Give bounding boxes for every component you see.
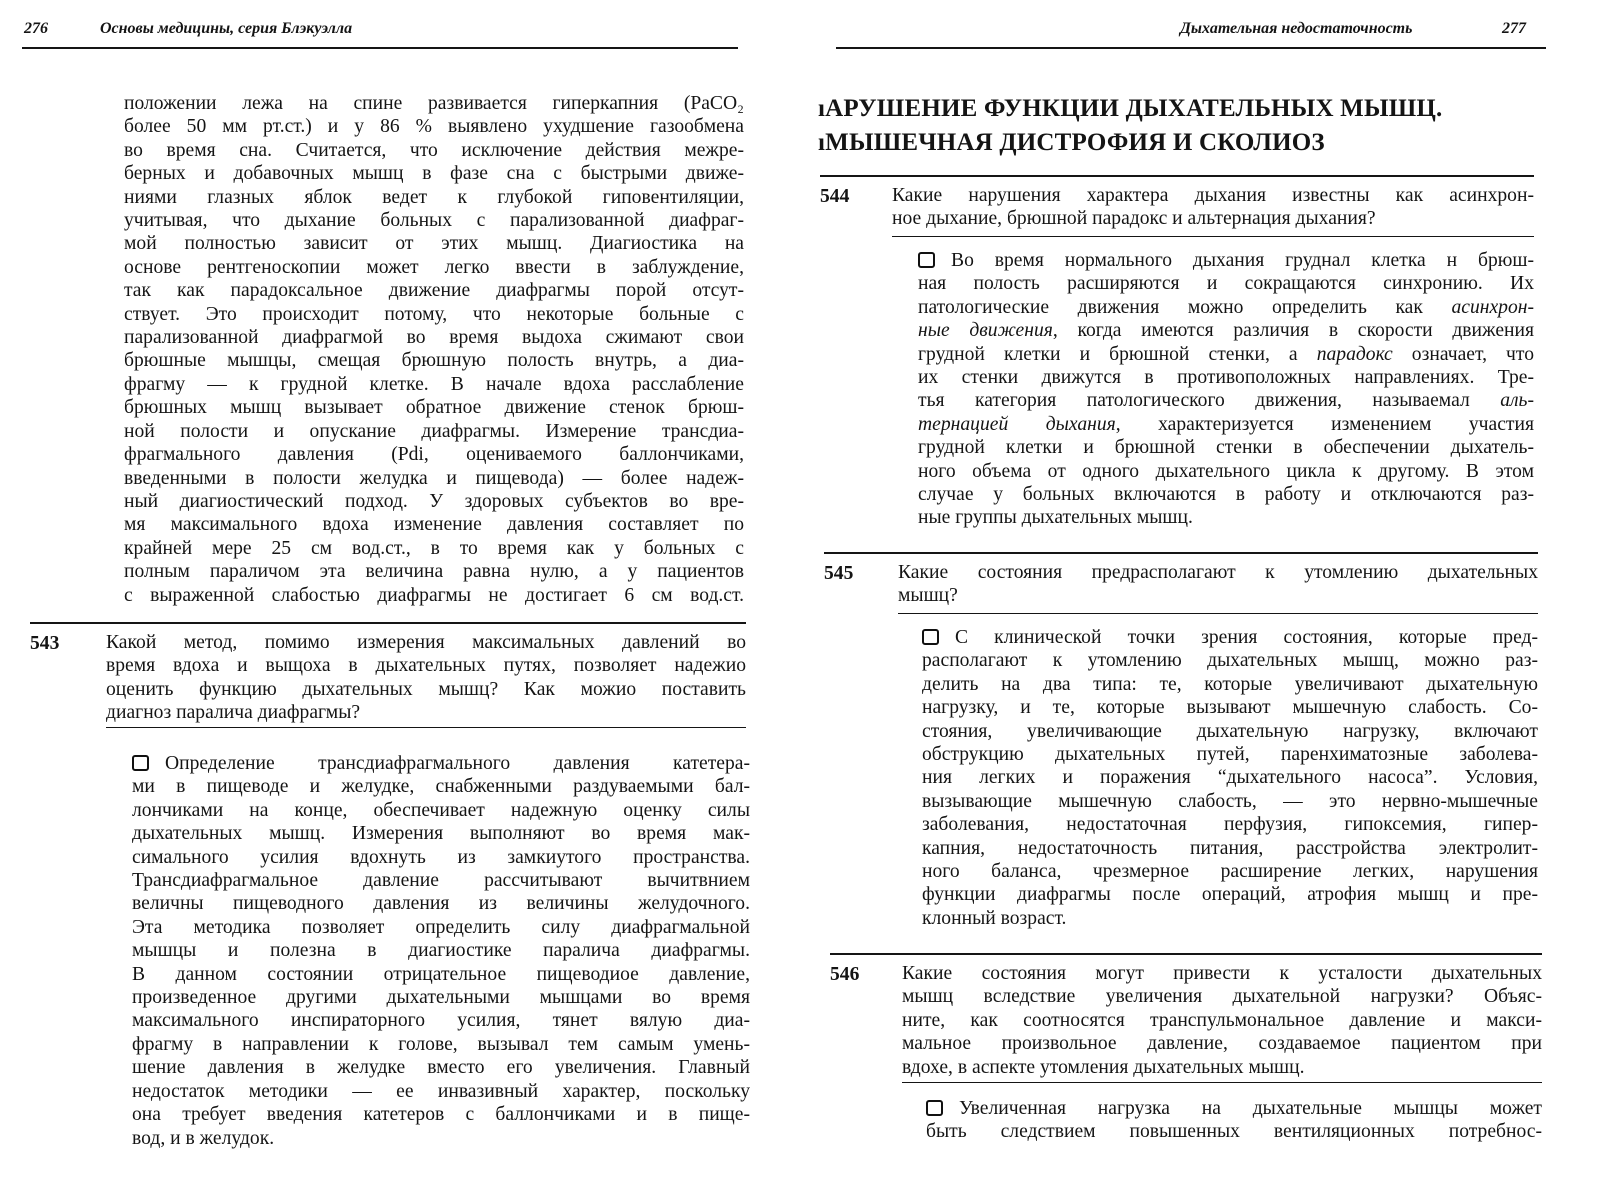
text-line: парализованной диафрагмой во время выдоха сжимают свои bbox=[124, 327, 744, 349]
question-number-544: 544 bbox=[820, 186, 850, 207]
answer-line: величны пищеводного давления из величины желудочного. bbox=[132, 893, 750, 915]
text-line: более 50 мм рт.ст.) и у 86 % выявлено ухудшение газообмена bbox=[124, 116, 744, 138]
answer-line: максимального инспираторного усилия, тянет вялую диа- bbox=[132, 1010, 750, 1032]
answer-line: С клинической точки зрения состояния, которые пред- bbox=[955, 627, 1538, 648]
answer-line: В данном состоянии отрицательное пищеводиое давление, bbox=[132, 963, 750, 985]
answer-line: располагают к утомлению дыхательных мышц, можно раз- bbox=[922, 650, 1538, 672]
answer-line: лончиками на конце, обеспечивает надежную оценку силы bbox=[132, 799, 750, 821]
question-rule-544 bbox=[820, 175, 1534, 177]
question-line: ное дыхание, брюшной парадокс и альтернация дыхания? bbox=[892, 208, 1376, 230]
answer-term: асинхрон- bbox=[1451, 296, 1534, 318]
answer-line: Трансдиафрагмальное давление рассчитывают вычитвнием bbox=[132, 870, 750, 892]
question-line: мышц? bbox=[898, 585, 958, 607]
question-underline-545 bbox=[898, 613, 1538, 614]
text-line: положении лежа на спине развивается гиперкапния (PaCO₂ bbox=[124, 93, 744, 114]
answer-line: стояния, увеличивающие дыхательную нагрузку, включают bbox=[922, 720, 1538, 742]
answer-line: симального усилия вдохнуть из замкиутого пространства. bbox=[132, 846, 750, 868]
answer-line: произведенное другими дыхательными мышцами во время bbox=[132, 987, 750, 1009]
question-number-546: 546 bbox=[830, 964, 860, 985]
answer-text: означает, что bbox=[1392, 343, 1534, 365]
question-underline-543 bbox=[106, 727, 746, 728]
answer-text: , когда имеются различия в скорости движения bbox=[1052, 320, 1534, 342]
header-rule-left bbox=[22, 47, 738, 49]
page-number-right: 277 bbox=[1502, 20, 1526, 37]
answer-line: клонный возраст. bbox=[922, 907, 1067, 929]
answer-545 bbox=[922, 626, 1538, 930]
answer-line: Во время нормального дыхания груднал клетка н брюш- bbox=[951, 250, 1534, 271]
question-rule-543 bbox=[30, 622, 746, 624]
question-line: ните, как соотносятся транспульмональное давление и макси- bbox=[902, 1009, 1542, 1031]
text-line: так как парадоксальное движение диафрагмы порой отсут- bbox=[124, 280, 744, 302]
answer-text: , характеризуется изменением участия bbox=[1115, 413, 1534, 435]
question-545 bbox=[898, 561, 1538, 608]
answer-line: функции диафрагмы после операций, атрофия мышц и пре- bbox=[922, 884, 1538, 906]
text-line: введенными в полости желудка и пищевода) — более надеж- bbox=[124, 467, 744, 489]
answer-line: недостаток методики — ее инвазивный характер, поскольку bbox=[132, 1080, 750, 1102]
question-underline-544 bbox=[892, 236, 1534, 237]
answer-line: их стенки движутся в противоположных направлениях. Тре- bbox=[918, 367, 1534, 389]
answer-544 bbox=[918, 249, 1534, 530]
text-line: фрагмального давления (Pdi, оцениваемого баллончиками, bbox=[124, 444, 744, 466]
question-rule-546 bbox=[830, 953, 1542, 955]
answer-line: нагрузку, и те, которые вызывают мышечную слабость. Со- bbox=[922, 697, 1538, 719]
question-543 bbox=[106, 631, 746, 725]
answer-line: ного баланса, чрезмерное расширение легких, нарушения bbox=[922, 861, 1538, 883]
section-title-line: ıМЫШЕЧНАЯ ДИСТРОФИЯ И СКОЛИОЗ bbox=[818, 129, 1325, 156]
answer-line: вод, и в желудок. bbox=[132, 1127, 275, 1149]
answer-line: быть следствием повышенных вентиляционных потребнос- bbox=[926, 1121, 1542, 1143]
answer-term: аль- bbox=[1500, 390, 1534, 412]
left-page bbox=[0, 0, 770, 1203]
answer-text: патологические движения можно определить как bbox=[918, 296, 1452, 318]
answer-line: капния, недостаточность питания, расстройства электролит- bbox=[922, 837, 1538, 859]
text-line: учитывая, что дыхание больных с парализованной диафраг- bbox=[124, 210, 744, 232]
question-546 bbox=[902, 962, 1542, 1079]
answer-line: ми в пищеводе и желудке, снабженными раздуваемыми бал- bbox=[132, 776, 750, 798]
question-number-543: 543 bbox=[30, 633, 60, 654]
answer-checkbox-icon bbox=[926, 1100, 943, 1116]
text-line: во время сна. Считается, что исключение действия межре- bbox=[124, 139, 744, 161]
question-line: оценить функцию дыхательных мышц? Как можио поставить bbox=[106, 678, 746, 700]
question-line: Какие нарушения характера дыхания известны как асинхрон- bbox=[892, 185, 1534, 206]
header-rule-right bbox=[836, 47, 1546, 49]
answer-line: делить на два типа: те, которые увеличивают дыхательную bbox=[922, 673, 1538, 695]
answer-term: тернацией дыхания bbox=[918, 413, 1116, 435]
section-title-line: ıАРУШЕНИЕ ФУНКЦИИ ДЫХАТЕЛЬНЫХ МЫШЦ. bbox=[818, 95, 1443, 122]
text-line: фрагму — к грудной клетке. В начале вдоха расслабление bbox=[124, 373, 744, 395]
answer-checkbox-icon bbox=[132, 755, 149, 771]
question-line: диагноз паралича диафрагмы? bbox=[106, 702, 361, 724]
question-544 bbox=[892, 184, 1534, 231]
answer-line: мышцы и полезна в диагиостике паралича диафрагмы. bbox=[132, 940, 750, 962]
question-line: вдохе, в аспекте утомления дыхательных мышц. bbox=[902, 1056, 1305, 1078]
question-number-545: 545 bbox=[824, 563, 854, 584]
answer-line: ного объема от одного дыхательного цикла к другому. В этом bbox=[918, 460, 1534, 482]
section-title bbox=[818, 92, 1442, 160]
page-number-left: 276 bbox=[24, 20, 48, 37]
answer-checkbox-icon bbox=[922, 629, 939, 645]
text-line: ниями глазных яблок ведет к глубокой гиповентиляции, bbox=[124, 186, 744, 208]
question-line: мальное произвольное давление, создаваемое пациентом при bbox=[902, 1033, 1542, 1055]
answer-line: Эта методика позволяет определить силу диафрагмальной bbox=[132, 916, 750, 938]
question-line: Какие состояния предрасполагают к утомлению дыхательных bbox=[898, 562, 1538, 583]
text-line: мой полностью зависит от этих мышц. Диагиостика на bbox=[124, 233, 744, 255]
question-underline-546 bbox=[902, 1082, 1542, 1083]
running-title-right: Дыхательная недостаточность bbox=[1180, 20, 1413, 37]
answer-term: парадокс bbox=[1316, 343, 1393, 365]
continuation-paragraph bbox=[124, 92, 744, 607]
question-rule-545 bbox=[824, 552, 1538, 554]
running-title-left: Основы медицины, серия Блэкуэлла bbox=[100, 20, 353, 37]
right-page bbox=[818, 0, 1600, 1203]
answer-546 bbox=[926, 1097, 1542, 1144]
text-line: ствует. Это происходит потому, что некоторые больные с bbox=[124, 303, 744, 325]
text-line: с выраженной слабостью диафрагмы не достигает 6 см вод.ст. bbox=[124, 584, 744, 606]
answer-line: фрагму в направлении к голове, вызывал тем самым умень- bbox=[132, 1033, 750, 1055]
answer-line: случае у больных включаются в работу и отключаются раз- bbox=[918, 484, 1534, 506]
answer-line: грудной клетки и брюшной стенки в обеспечении дыхатель- bbox=[918, 437, 1534, 459]
answer-line: ные группы дыхательных мышц. bbox=[918, 507, 1193, 529]
question-line: время вдоха и выщоха в дыхательных путях, позволяет надежио bbox=[106, 655, 746, 677]
answer-term: ные движения bbox=[918, 320, 1053, 342]
question-line: Какие состояния могут привести к усталости дыхательных bbox=[902, 963, 1542, 984]
answer-text: грудной клетки и брюшной стенки, а bbox=[918, 343, 1317, 365]
text-line: берных и добавочных мышц в фазе сна с быстрыми движе- bbox=[124, 163, 744, 185]
text-line: полным параличом эта величина равна нулю, а у пациентов bbox=[124, 561, 744, 583]
answer-text: тья категория патологического движения, называемал bbox=[918, 390, 1501, 412]
text-line: брюшных мышц вызывает обратное движение стенок брюш- bbox=[124, 397, 744, 419]
answer-line: обструкцию дыхательных путей, паренхиматозные заболева- bbox=[922, 744, 1538, 766]
text-line: крайней мере 25 см вод.ст., в то время как у больных с bbox=[124, 537, 744, 559]
answer-line: дыхательных мышц. Измерения выполняют во время мак- bbox=[132, 823, 750, 845]
answer-line: ния легких и поражения “дыхательного насоса”. Условия, bbox=[922, 767, 1538, 789]
text-line: ный диагиостический подход. У здоровых субъектов во вре- bbox=[124, 490, 744, 512]
text-line: ной полости и опускание диафрагмы. Измерение трансдиа- bbox=[124, 420, 744, 442]
answer-line: она требует введения катетеров с баллончиками и в пище- bbox=[132, 1104, 750, 1126]
answer-line: заболевания, недостаточная перфузия, гипоксемия, гипер- bbox=[922, 814, 1538, 836]
answer-line: Определение трансдиафрагмального давления катетера- bbox=[165, 753, 750, 774]
answer-543 bbox=[132, 752, 750, 1150]
answer-line: ная полость расширяются и сокращаются синхронию. Их bbox=[918, 273, 1534, 295]
text-line: основе рентгеноскопии может легко ввести в заблуждение, bbox=[124, 256, 744, 278]
answer-line: шение давления в желудке вместо его увеличения. Главный bbox=[132, 1057, 750, 1079]
answer-line: вызывающие мышечную слабость, — это нервно-мышечные bbox=[922, 790, 1538, 812]
text-line: мя максимального вдоха изменение давления составляет по bbox=[124, 514, 744, 536]
answer-line: Увеличенная нагрузка на дыхательные мышцы может bbox=[959, 1098, 1542, 1119]
question-line: Какой метод, помимо измерения максимальных давлений во bbox=[106, 632, 746, 653]
text-line: брюшные мышцы, смещая брюшную полость внутрь, а диа- bbox=[124, 350, 744, 372]
question-line: мышц вследствие увеличения дыхательной нагрузки? Объяс- bbox=[902, 986, 1542, 1008]
answer-checkbox-icon bbox=[918, 252, 935, 268]
